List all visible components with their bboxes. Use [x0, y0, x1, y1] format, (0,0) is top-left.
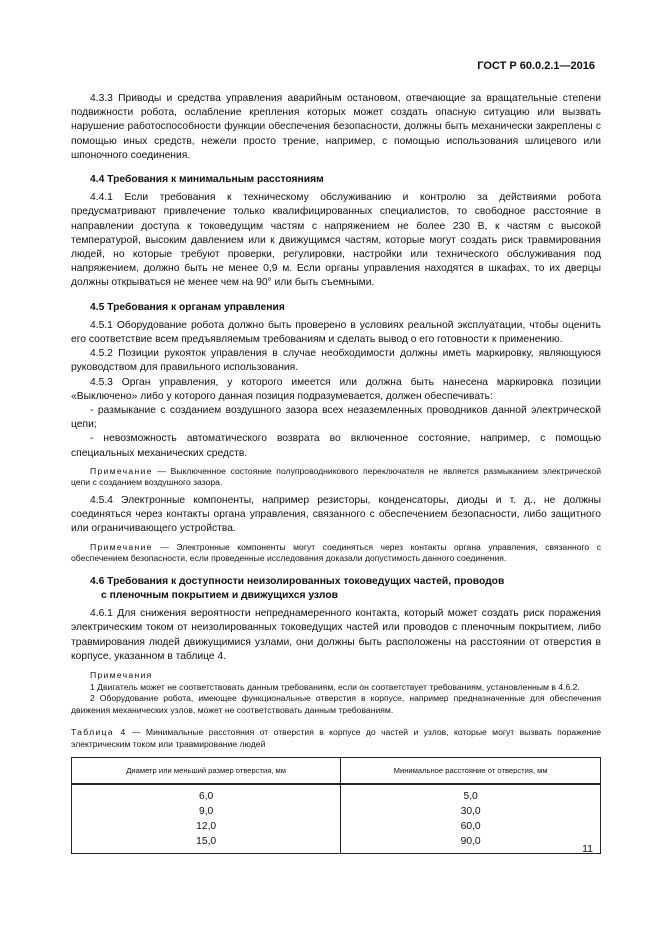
- paragraph-4-4-1: 4.4.1 Если требования к техническому обслуживанию и контролю за действиями робота предусматривают привлечение только квалифицированных специалистов, то свободное расстояние в направлении доступа к токоведущим частям с напряжением не более 230 В, к частям с высокой температурой, высоким давлением или к движущимся частям, которые могут создать риск травмирования людей, но которые требуют проверки, регулировки, настройки или технического обслуживания под напряжением, должно быть не менее 0,9 м. Если органы управления находятся в шкафах, то их дверцы должны открываться не менее чем на 90° или быть съемными.: [71, 192, 601, 289]
- diameter-cell: 15,0: [72, 834, 341, 854]
- section-heading-line-1: 4.6 Требования к доступности неизолированных токоведущих частей, проводов: [90, 575, 505, 587]
- paragraph-4-5-1: 4.5.1 Оборудование робота должно быть проверено в условиях реальной эксплуатации, чтобы оценить его соответствие всем предъявляемым требованиям и сделать вывод о его готовности к применению.: [71, 319, 601, 346]
- table-caption-text: — Минимальные расстояния от отверстия в корпусе до частей и узлов, которые могут вызвать поражение электрическим током или травмирование людей: [71, 727, 601, 750]
- diameter-cell: 9,0: [72, 804, 341, 819]
- distance-cell: 5,0: [341, 784, 601, 804]
- standard-designation: ГОСТ Р 60.0.2.1—2016: [477, 60, 595, 72]
- document-body: [71, 92, 601, 854]
- note-label: Примечание: [90, 465, 153, 476]
- table-header-row: [72, 757, 601, 784]
- table-label: Таблица 4: [71, 727, 127, 738]
- table-row: [72, 819, 601, 834]
- section-heading-4-6: [71, 575, 601, 603]
- note-label: Примечание: [90, 541, 153, 552]
- distance-table: [71, 757, 601, 854]
- section-heading-4-4: 4.4 Требования к минимальным расстояниям: [90, 174, 324, 186]
- page-number: 11: [582, 843, 593, 855]
- table-row: [72, 834, 601, 854]
- paragraph-4-5-3: 4.5.3 Орган управления, у которого имеется или должна быть нанесена маркировка позиции «Выключено» либо у которого данная позиция подразумевается, должен обеспечивать:: [71, 376, 601, 402]
- distance-cell: 60,0: [341, 819, 601, 834]
- list-item-air-gap: - размыкание с созданием воздушного зазора всех незаземленных проводников данной электрической цепи;: [71, 405, 601, 431]
- table-row: [72, 784, 601, 804]
- paragraph-4-5-4: 4.5.4 Электронные компоненты, например резисторы, конденсаторы, диоды и т. д., не должны соединяться через контакты органа управления, связанного с обеспечением безопасности, либо защитного или ограничивающего устройства.: [71, 495, 601, 535]
- paragraph-4-5-2: 4.5.2 Позиции рукояток управления в случае необходимости должны иметь маркировку, являющуюся руководством для правильного использования.: [71, 348, 601, 374]
- distance-cell: 30,0: [341, 804, 601, 819]
- notes-heading: Примечания: [90, 670, 153, 681]
- note-item-2: 2 Оборудование робота, имеющее функциональные отверстия в корпусе, например предназначенные для обеспечения движения механических узлов, может не соответствовать данным требованиям.: [71, 693, 601, 715]
- section-heading-line-2: с пленочным покрытием и движущихся узлов: [101, 590, 338, 602]
- paragraph-4-3-3: 4.3.3 Приводы и средства управления аварийным остановом, отвечающие за вращательные степени подвижности робота, ослабление крепления которых может создать опасную ситуацию или вызвать нарушение работоспособности функции обеспечения безопасности, должны быть механически закреплены с помощью иных средств, нежели просто трение, например, с помощью использования шлицевого или шпоночного соединения.: [71, 93, 601, 161]
- paragraph-4-6-1: 4.6.1 Для снижения вероятности непреднамеренного контакта, который может создать риск поражения электрическим током от неизолированных токоведущих частей или проводов с пленочным покрытием, либо травмирования людей движущимися узлами, они должны быть расположены на расстоянии от отверстия в корпусе, указанном в таблице 4.: [71, 608, 601, 662]
- note-text: — Электронные компоненты могут соединяться через контакты органа управления, связанного с обеспечением безопасности, если проведенные исследования доказали допустимость данного соединения.: [71, 541, 601, 564]
- note-4-5-4: [71, 542, 601, 565]
- diameter-cell: 12,0: [72, 819, 341, 834]
- diameter-cell: 6,0: [72, 784, 341, 804]
- column-header-diameter: Диаметр или меньший размер отверстия, мм: [72, 757, 341, 784]
- note-4-5-3: [71, 466, 601, 489]
- table-row: [72, 804, 601, 819]
- note-text: — Выключенное состояние полупроводникового переключателя не является размыканием электрической цепи с созданием воздушного зазора.: [71, 465, 601, 488]
- list-item-no-auto-return: - невозможность автоматического возврата во включенное состояние, например, с помощью специальных механических средств.: [71, 433, 601, 459]
- section-heading-4-5: 4.5 Требования к органам управления: [90, 301, 285, 313]
- distance-cell: 90,0: [341, 834, 601, 854]
- table-caption: [71, 727, 601, 750]
- note-item-1: 1 Двигатель может не соответствовать данным требованиям, если он соответствует требованиям, установленным в 4.6.2.: [90, 681, 580, 692]
- column-header-min-distance: Минимальное расстояние от отверстия, мм: [341, 757, 601, 784]
